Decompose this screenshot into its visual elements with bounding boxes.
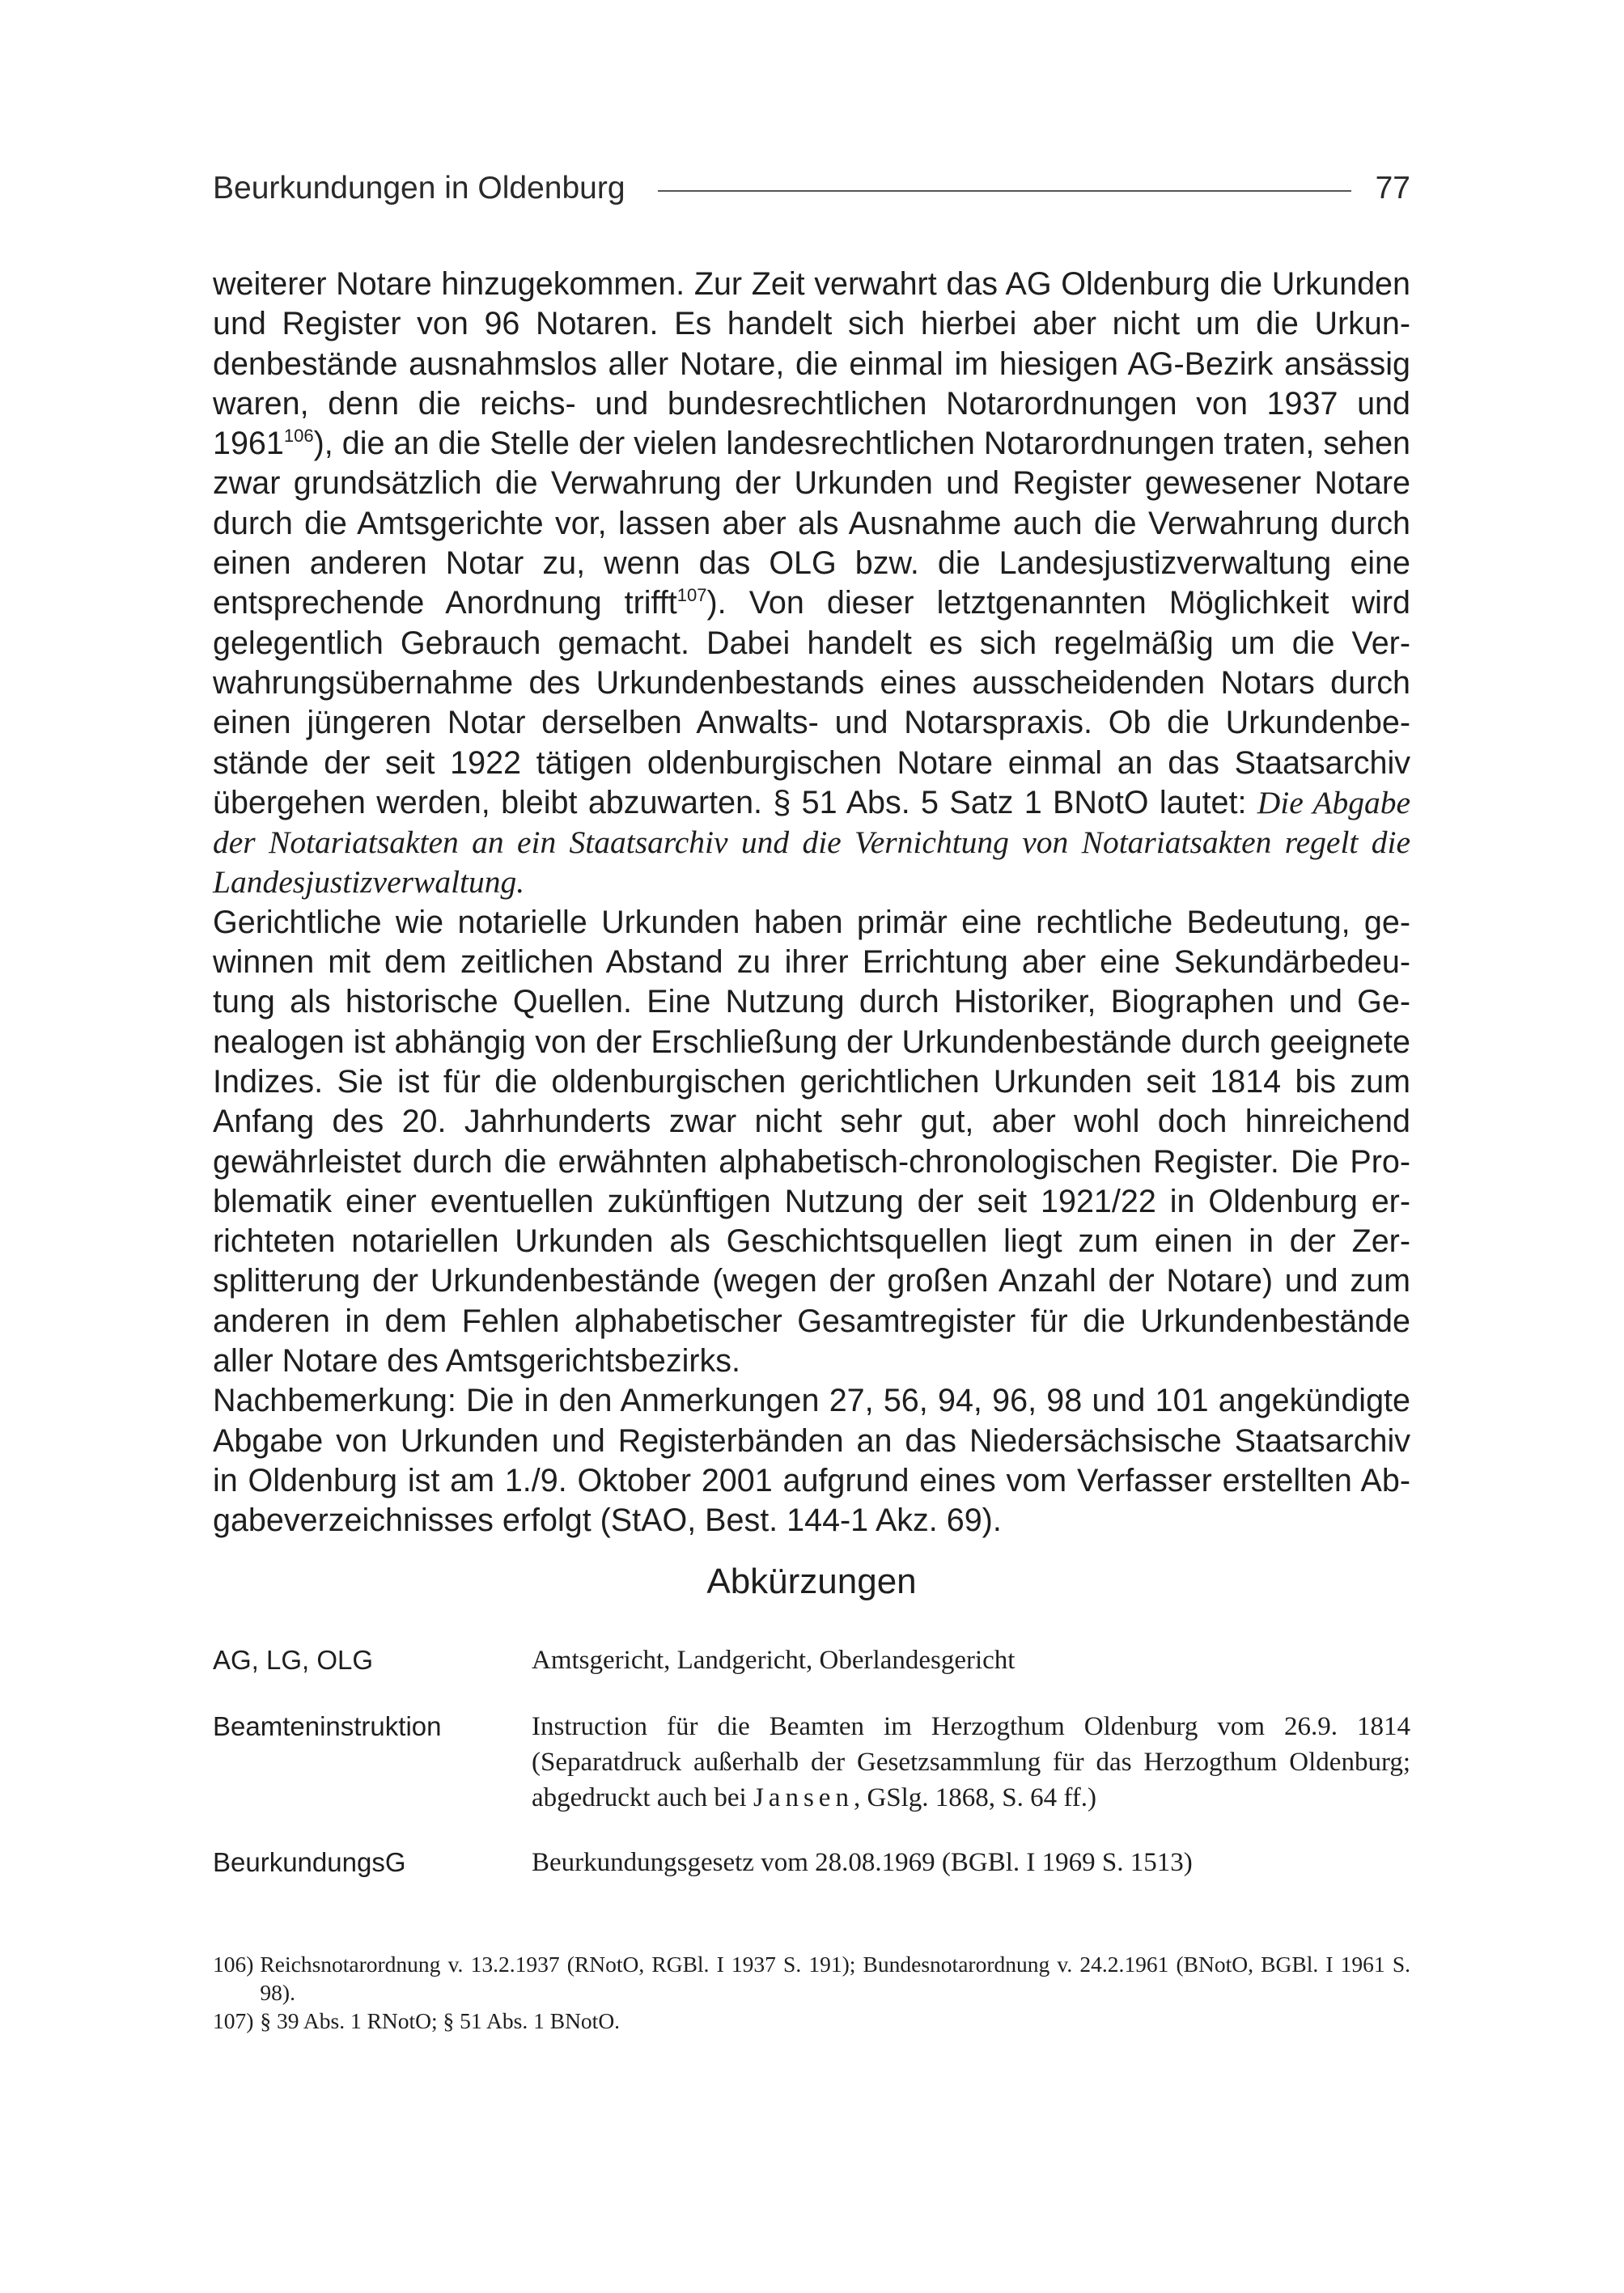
law-quote: Die Abgabe der Notariatsakten an ein Staatsarchiv und die Vernichtung von Notariatsakten regelt die Landesjustizverwaltung.	[213, 784, 1410, 901]
abbreviation-definition-part-2: , GSlg. 1868, S. 64 ff.)	[853, 1783, 1097, 1812]
abbreviations-list	[213, 1642, 1410, 1880]
page-number: 77	[1375, 171, 1410, 206]
paragraph-1-part-3: ). Von dieser letztgenannten Möglichkeit wird gelegentlich Gebrauch gemacht. Dabei handelt es sich regelmäßig um die Verwahrungsübernahme des Urkundenbestands eines ausscheidenden Notars durch einen jüngeren Notar derselben Anwalts- und Notarspraxis. Ob die Urkundenbestände der seit 1922 tätigen oldenburgischen Notare einmal an das Staatsarchiv übergehen werden, bleibt abzuwarten. § 51 Abs. 5 Satz 1 BNotO lautet:	[213, 585, 1410, 820]
header-rule	[658, 190, 1351, 192]
abbreviation-term: AG, LG, OLG	[213, 1645, 374, 1675]
abbreviation-term: Beamteninstruktion	[213, 1711, 442, 1741]
footnote-106	[213, 1950, 1410, 2007]
main-text	[213, 265, 1410, 1541]
footnote-number: 107)	[213, 2008, 254, 2033]
footnote-ref-106: 106	[283, 426, 314, 447]
paragraph-1	[213, 265, 1410, 903]
footnote-ref-107: 107	[676, 585, 707, 606]
paragraph-1-part-1: weiterer Notare hinzugekommen. Zur Zeit verwahrt das AG Oldenburg die Urkunden und Register von 96 Notaren. Es handelt sich hierbei aber nicht um die Urkundenbestände ausnahmslos aller Notare, die einmal im hiesigen AG-Bezirk ansässig waren, denn die reichs- und bundesrechtlichen Notarordnungen von 1937 und 1961	[213, 266, 1410, 462]
abbreviation-definition: Amtsgericht, Landgericht, Oberlandesgericht	[532, 1646, 1016, 1675]
abbreviation-definition-part-1: Instruction für die Beamten im Herzogthum Oldenburg vom 26.9. 1814 (Separatdruck außerhalb der Gesetzsammlung für das Herzogthum Oldenburg; abgedruckt auch bei	[532, 1712, 1410, 1812]
abbreviations-heading: Abkürzungen	[706, 1562, 917, 1601]
paragraph-2: Gerichtliche wie notarielle Urkunden haben primär eine rechtliche Bedeutung, gewinnen mit dem zeitlichen Abstand zu ihrer Errichtung aber eine Sekundärbedeutung als historische Quellen. Eine Nutzung durch Historiker, Biographen und Genealogen ist abhängig von der Erschließung der Urkundenbestände durch geeignete Indizes. Sie ist für die oldenburgischen gerichtlichen Urkunden seit 1814 bis zum Anfang des 20. Jahrhunderts zwar nicht sehr gut, aber wohl doch hinreichend gewährleistet durch die erwähnten alphabetisch-chronologischen Register. Die Problematik einer eventuellen zukünftigen Nutzung der seit 1921/22 in Oldenburg errichteten notariellen Urkunden als Geschichtsquellen liegt zum einen in der Zersplitterung der Urkundenbestände (wegen der großen Anzahl der Notare) und zum anderen in dem Fehlen alphabetischer Gesamtregister für die Urkundenbestände aller Notare des Amtsgerichtsbezirks.	[213, 904, 1410, 1380]
paragraph-1-part-2: ), die an die Stelle der vielen landesrechtlichen Notarordnungen traten, sehen zwar grundsätzlich die Verwahrung der Urkunden und Register gewesener Notare durch die Amtsgerichte vor, lassen aber als Ausnahme auch die Verwahrung durch einen anderen Notar zu, wenn das OLG bzw. die Landesjustizverwaltung eine entsprechende Anordnung trifft	[213, 426, 1410, 621]
footnote-text: § 39 Abs. 1 RNotO; § 51 Abs. 1 BNotO.	[260, 2008, 621, 2033]
abbreviation-entry	[213, 1845, 1410, 1880]
abbreviation-entry	[213, 1709, 1410, 1816]
abbreviation-definition	[532, 1709, 1410, 1816]
book-page	[213, 0, 1410, 2293]
footnote-text: Reichsnotarordnung v. 13.2.1937 (RNotO, RGBl. I 1937 S. 191); Bundesnotarordnung v. 24.2.1961 (BNotO, BGBl. I 1961 S. 98).	[260, 1952, 1410, 2005]
abbreviation-term: BeurkundungsG	[213, 1847, 406, 1877]
author-name: Jansen	[753, 1783, 854, 1812]
paragraph-3-nachbemerkung: Nachbemerkung: Die in den Anmerkungen 27, 56, 94, 96, 98 und 101 angekündigte Abgabe von Urkunden und Registerbänden an das Niedersächsische Staatsarchiv in Oldenburg ist am 1./9. Oktober 2001 aufgrund eines vom Verfasser erstellten Abgabeverzeichnisses erfolgt (StAO, Best. 144-1 Akz. 69).	[213, 1383, 1410, 1539]
running-header	[213, 164, 1410, 213]
footnote-number: 106)	[213, 1952, 254, 1977]
abbreviation-entry	[213, 1642, 1410, 1678]
abbreviation-definition: Beurkundungsgesetz vom 28.08.1969 (BGBl. I 1969 S. 1513)	[532, 1848, 1193, 1877]
footnote-107	[213, 2007, 1410, 2035]
footnotes	[213, 1950, 1410, 2035]
running-header-title: Beurkundungen in Oldenburg	[213, 171, 625, 206]
